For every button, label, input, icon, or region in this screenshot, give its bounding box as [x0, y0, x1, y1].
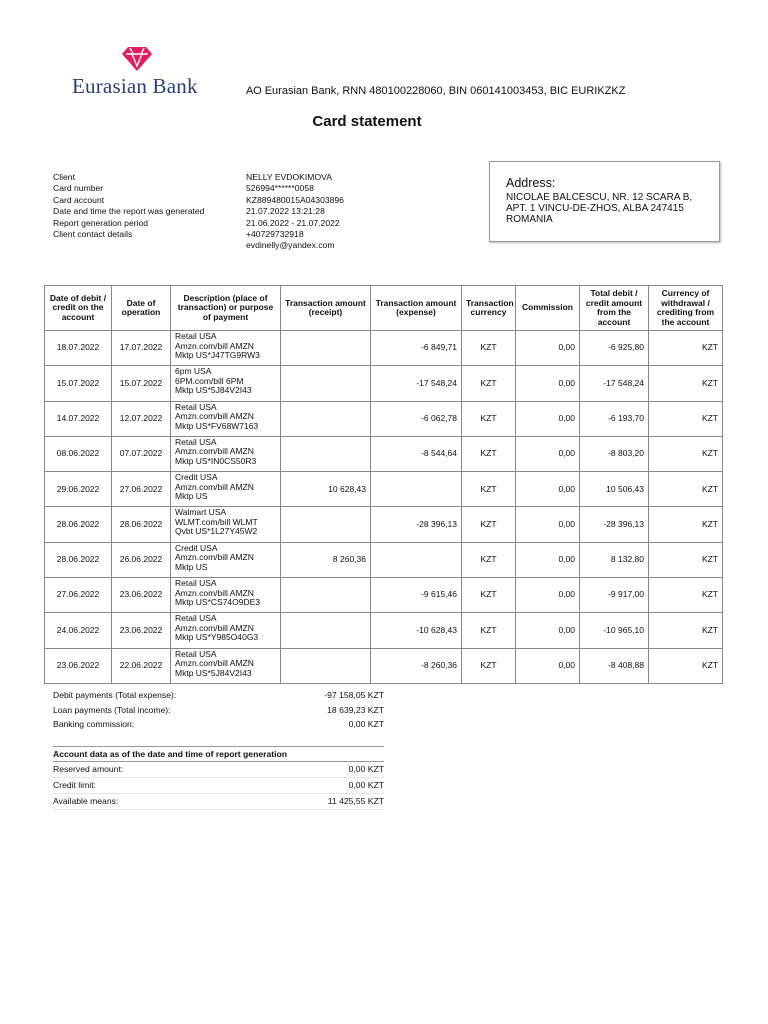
table-header-row — [45, 286, 723, 331]
table-cell: -10 965,10 — [580, 613, 649, 648]
table-cell: -6 193,70 — [580, 401, 649, 436]
table-cell: -6 062,78 — [371, 401, 462, 436]
account-data-value: 11 425,55 KZT — [327, 796, 384, 806]
table-cell: Retail USA Amzn.com/bill AMZN Mktp US*5J84V2I43 — [171, 648, 281, 683]
table-cell: KZT — [649, 542, 723, 577]
table-cell: 18.07.2022 — [45, 331, 112, 366]
table-cell — [281, 366, 371, 401]
table-cell: Retail USA Amzn.com/bill AMZN Mktp US*CS74O9DE3 — [171, 578, 281, 613]
address-heading: Address: — [506, 176, 556, 190]
table-cell — [281, 613, 371, 648]
table-cell: 10 628,43 — [281, 472, 371, 507]
client-row — [53, 218, 344, 229]
client-label: Client contact details — [53, 229, 133, 240]
table-cell: Retail USA Amzn.com/bill AMZN Mktp US*Y985O40G3 — [171, 613, 281, 648]
account-data-label: Available means: — [53, 796, 119, 806]
table-cell: 12.07.2022 — [112, 401, 171, 436]
account-data-row — [53, 778, 384, 794]
table-cell: 26.06.2022 — [112, 542, 171, 577]
bank-logo — [70, 46, 205, 98]
column-header: Transaction currency — [462, 286, 516, 331]
table-cell: 23.06.2022 — [112, 578, 171, 613]
table-cell: KZT — [462, 613, 516, 648]
table-cell: KZT — [462, 436, 516, 471]
account-data-row — [53, 762, 384, 778]
table-cell: 15.07.2022 — [112, 366, 171, 401]
table-cell — [371, 472, 462, 507]
table-cell: KZT — [462, 648, 516, 683]
client-label: Report generation period — [53, 217, 149, 228]
table-cell — [281, 578, 371, 613]
table-cell: 14.07.2022 — [45, 401, 112, 436]
page-title: Card statement — [312, 113, 422, 130]
table-cell: -17 548,24 — [371, 366, 462, 401]
table-cell: 28.06.2022 — [45, 542, 112, 577]
table-cell: 8 260,36 — [281, 542, 371, 577]
table-cell: 0,00 — [516, 578, 580, 613]
table-cell: 0,00 — [516, 542, 580, 577]
table-cell: 28.06.2022 — [45, 507, 112, 542]
table-cell: -8 803,20 — [580, 436, 649, 471]
table-cell: Walmart USA WLMT.com/bill WLMT Qvbt US*1L27Y45W2 — [171, 507, 281, 542]
table-cell: 07.07.2022 — [112, 436, 171, 471]
client-row — [53, 183, 344, 194]
table-cell: 0,00 — [516, 507, 580, 542]
table-cell: KZT — [462, 331, 516, 366]
client-row — [53, 240, 344, 251]
client-label: Card account — [53, 194, 105, 205]
total-row — [53, 690, 384, 705]
table-cell: 0,00 — [516, 648, 580, 683]
column-header: Date of operation — [112, 286, 171, 331]
client-row — [53, 206, 344, 217]
bank-details: АО Eurasian Bank, RNN 480100228060, BIN 060141003453, BIC EURIKZKZ — [246, 85, 626, 97]
column-header: Transaction amount (expense) — [371, 286, 462, 331]
table-cell: 27.06.2022 — [45, 578, 112, 613]
table-cell — [371, 542, 462, 577]
client-label: Client — [53, 172, 75, 182]
table-cell: 6pm USA 6PM.com/bill 6PM Mktp US*5J84V2I43 — [171, 366, 281, 401]
table-cell: 0,00 — [516, 613, 580, 648]
total-value: 18 639,23 KZT — [327, 704, 384, 715]
total-row — [53, 719, 384, 734]
table-cell: KZT — [462, 472, 516, 507]
table-cell: -9 917,00 — [580, 578, 649, 613]
table-cell: -28 396,13 — [580, 507, 649, 542]
table-row — [45, 436, 723, 471]
table-cell: 27.06.2022 — [112, 472, 171, 507]
client-value: +40729732918 — [246, 229, 304, 240]
table-row — [45, 366, 723, 401]
account-data-heading: Account data as of the date and time of report generation — [53, 746, 384, 762]
table-cell: Credit USA Amzn.com/bill AMZN Mktp US — [171, 472, 281, 507]
client-value: 21.07.2022 13:21:28 — [246, 206, 325, 217]
column-header: Transaction amount (receipt) — [281, 286, 371, 331]
table-row — [45, 472, 723, 507]
table-cell: -8 408,88 — [580, 648, 649, 683]
client-details — [53, 172, 344, 252]
table-cell: 23.06.2022 — [45, 648, 112, 683]
table-row — [45, 578, 723, 613]
table-cell: -8 544,64 — [371, 436, 462, 471]
address-box — [489, 161, 720, 242]
diamond-logo-icon — [120, 46, 154, 72]
table-cell: 24.06.2022 — [45, 613, 112, 648]
total-value: 0,00 KZT — [348, 719, 384, 729]
client-value: 21.06.2022 - 21.07.2022 — [246, 217, 340, 228]
table-cell: KZT — [462, 507, 516, 542]
table-cell: Retail USA Amzn.com/bill AMZN Mktp US*IN0CS50R3 — [171, 436, 281, 471]
table-cell: KZT — [649, 613, 723, 648]
table-cell: 0,00 — [516, 331, 580, 366]
table-row — [45, 507, 723, 542]
account-data-value: 0,00 KZT — [348, 780, 384, 790]
table-cell: -6 849,71 — [371, 331, 462, 366]
table-cell: 0,00 — [516, 472, 580, 507]
table-cell: 29.06.2022 — [45, 472, 112, 507]
table-cell: 23.06.2022 — [112, 613, 171, 648]
table-cell: KZT — [649, 331, 723, 366]
client-value: KZ889480015A04303896 — [246, 194, 344, 205]
table-cell — [281, 436, 371, 471]
column-header: Commission — [516, 286, 580, 331]
table-cell — [281, 401, 371, 436]
table-cell: KZT — [462, 401, 516, 436]
table-cell: 08.06.2022 — [45, 436, 112, 471]
column-header: Currency of withdrawal / crediting from the account — [649, 286, 723, 331]
totals-section — [53, 690, 384, 734]
total-row — [53, 705, 384, 720]
account-data-row — [53, 794, 384, 810]
total-label: Debit payments (Total expense): — [53, 690, 177, 700]
table-cell — [281, 507, 371, 542]
client-row — [53, 229, 344, 240]
total-label: Loan payments (Total income): — [53, 704, 171, 715]
table-cell: KZT — [462, 366, 516, 401]
table-row — [45, 613, 723, 648]
table-cell: KZT — [649, 472, 723, 507]
table-cell: KZT — [649, 401, 723, 436]
table-cell: 22.06.2022 — [112, 648, 171, 683]
table-cell: KZT — [649, 648, 723, 683]
table-cell: Retail USA Amzn.com/bill AMZN Mktp US*FV68W7163 — [171, 401, 281, 436]
table-cell: 8 132,80 — [580, 542, 649, 577]
table-cell: KZT — [649, 366, 723, 401]
table-cell: -28 396,13 — [371, 507, 462, 542]
transactions-table — [44, 285, 723, 684]
table-cell: 17.07.2022 — [112, 331, 171, 366]
table-cell: -17 548,24 — [580, 366, 649, 401]
table-cell: -9 615,46 — [371, 578, 462, 613]
table-row — [45, 401, 723, 436]
table-cell: 0,00 — [516, 366, 580, 401]
table-cell: Credit USA Amzn.com/bill AMZN Mktp US — [171, 542, 281, 577]
address-text: NICOLAE BALCESCU, NR. 12 SCARA B, APT. 1 VINCU-DE-ZHOS, ALBA 247415 ROMANIA — [506, 192, 693, 225]
client-label — [53, 240, 246, 251]
table-cell: -10 628,43 — [371, 613, 462, 648]
client-row — [53, 195, 344, 206]
table-cell: KZT — [649, 436, 723, 471]
client-value: evdinelly@yandex.com — [246, 240, 335, 251]
account-data-section — [53, 746, 384, 810]
client-row — [53, 172, 344, 183]
client-value: NELLY EVDOKIMOVA — [246, 172, 332, 182]
table-cell: -8 260,36 — [371, 648, 462, 683]
account-data-label: Reserved amount: — [53, 764, 124, 774]
table-cell: 0,00 — [516, 436, 580, 471]
bank-name: Eurasian Bank — [72, 74, 198, 98]
total-label: Banking commission: — [53, 719, 135, 729]
table-cell: KZT — [462, 542, 516, 577]
column-header: Date of debit / credit on the account — [45, 286, 112, 331]
table-row — [45, 331, 723, 366]
table-cell: KZT — [462, 578, 516, 613]
table-cell — [281, 648, 371, 683]
table-cell: 0,00 — [516, 401, 580, 436]
column-header: Total debit / credit amount from the account — [580, 286, 649, 331]
table-cell: Retail USA Amzn.com/bill AMZN Mktp US*J47TG9RW3 — [171, 331, 281, 366]
client-label: Date and time the report was generated — [53, 206, 205, 217]
table-cell: 15.07.2022 — [45, 366, 112, 401]
table-cell: 28.06.2022 — [112, 507, 171, 542]
table-cell: KZT — [649, 507, 723, 542]
client-label: Card number — [53, 183, 104, 194]
total-value: -97 158,05 KZT — [324, 690, 384, 700]
table-cell — [281, 331, 371, 366]
table-row — [45, 648, 723, 683]
table-cell: KZT — [649, 578, 723, 613]
account-data-value: 0,00 KZT — [348, 764, 384, 774]
table-row — [45, 542, 723, 577]
table-cell: 10 506,43 — [580, 472, 649, 507]
account-data-label: Credit limit: — [53, 780, 96, 790]
column-header: Description (place of transaction) or purpose of payment — [171, 286, 281, 331]
table-cell: -6 925,80 — [580, 331, 649, 366]
client-value: 526994******0058 — [246, 183, 314, 194]
